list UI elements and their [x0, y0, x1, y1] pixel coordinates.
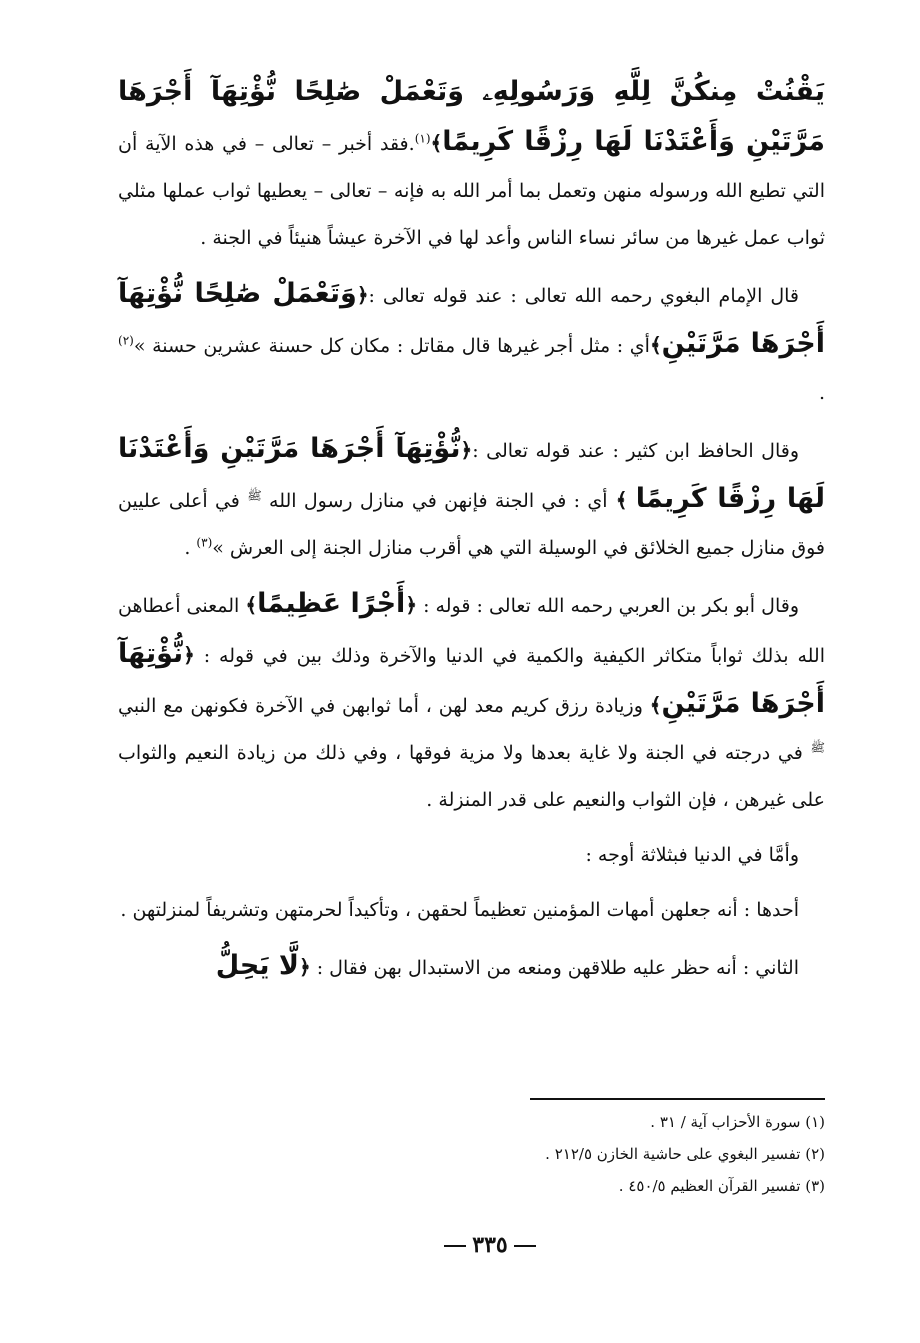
- verse-bracket: ﴿: [298, 955, 311, 979]
- body-text: وزيادة رزق كريم معد لهن ، أما ثوابهن في الآخرة فكونهن مع النبي: [118, 695, 650, 717]
- paragraph-6: [118, 887, 825, 934]
- verse-bracket: ﴾: [430, 131, 443, 155]
- quran-verse: يَقْنُتْ مِنكُنَّ لِلَّهِ وَرَسُولِهِۦ وَتَعْمَلْ صَٰلِحًا نُّؤْتِهَآ أَجْرَهَا مَرَّتَيْنِ وَأَعْتَدْنَا لَهَا رِزْقًا كَرِيمًا: [118, 76, 825, 157]
- footnote-number: (١): [805, 1113, 825, 1131]
- page-number-block: [420, 1232, 560, 1258]
- salawat-glyph: ﷺ: [810, 740, 825, 755]
- paragraph-4: [118, 580, 825, 824]
- footnote-text: تفسير البغوي على حاشية الخازن ٢١٢/٥ .: [545, 1145, 801, 1163]
- page-body: [118, 68, 825, 1000]
- paragraph-2: [118, 270, 825, 417]
- page-number-dash: [444, 1245, 466, 1247]
- body-text: قال الإمام البغوي رحمه الله تعالى : عند قوله تعالى :: [368, 285, 799, 307]
- body-text: .: [184, 537, 197, 559]
- paragraph-7: [118, 942, 825, 992]
- verse-bracket: ﴿: [460, 438, 473, 462]
- footnote-number: (٣): [805, 1177, 825, 1195]
- body-text: وقال أبو بكر بن العربي رحمه الله تعالى : قوله :: [417, 595, 799, 617]
- footnote-item: [118, 1170, 825, 1202]
- verse-bracket: ﴿: [183, 643, 195, 667]
- footnotes: [118, 1106, 825, 1202]
- paragraph-1: [118, 68, 825, 262]
- paragraph-5: [118, 832, 825, 879]
- footnote-text: سورة الأحزاب آية / ٣١ .: [650, 1113, 801, 1131]
- body-text: في أعلى عليين فوق منازل جميع الخلائق في الوسيلة التي هي أقرب منازل الجنة إلى العرش »: [118, 490, 825, 559]
- verse-bracket: ﴿: [356, 283, 369, 307]
- body-text: الثاني : أنه حظر عليه طلاقهن ومنعه من الاستبدال بهن فقال :: [310, 957, 799, 979]
- verse-bracket: ﴿: [405, 593, 418, 617]
- body-text: أي : في الجنة فإنهن في منازل رسول الله: [261, 490, 608, 512]
- body-text: أحدها : أنه جعلهن أمهات المؤمنين تعظيماً لحقهن ، وتأكيداً لحرمتهن وتشريفاً لمنزلتهن .: [120, 899, 799, 921]
- body-text: في درجته في الجنة ولا غاية بعدها ولا مزية فوقها ، وفي ذلك من زيادة النعيم والثواب على غيرهن ، فإن الثواب والنعيم على قدر المنزلة .: [118, 742, 825, 811]
- footnote-item: [118, 1138, 825, 1170]
- page-number-dash: [514, 1245, 536, 1247]
- footnote-number: (٢): [805, 1145, 825, 1163]
- body-text: المعنى أعطاهن الله بذلك ثواباً متكاثر الكيفية والكمية في الدنيا والآخرة وذلك بين في قوله :: [118, 595, 825, 667]
- quran-verse: وَتَعْمَلْ صَٰلِحًا نُّؤْتِهَآ أَجْرَهَا مَرَّتَيْنِ: [118, 278, 825, 359]
- footnote-ref: (٣): [196, 535, 213, 550]
- footnote-item: [118, 1106, 825, 1138]
- quran-verse: نُّؤْتِهَآ أَجْرَهَا مَرَّتَيْنِ وَأَعْتَدْنَا لَهَا رِزْقًا كَرِيمًا: [118, 433, 825, 514]
- verse-bracket: ﴾: [649, 693, 662, 717]
- quran-verse: نُّؤْتِهَآ أَجْرَهَا مَرَّتَيْنِ: [118, 638, 825, 719]
- body-text: .فقد أخبر – تعالى – في هذه الآية أن التي تطيع الله ورسوله منهن وتعمل بما أمر الله به فإنه – تعالى – يعطيها ثواب عملها مثلي ثواب عمل غيرها من سائر نساء الناس وأعد لها في الآخرة عيشاً هنيئاً في الجنة .: [118, 133, 825, 249]
- footnote-text: تفسير القرآن العظيم ٤٥٠/٥ .: [618, 1177, 801, 1195]
- verse-bracket: ﴾: [245, 593, 258, 617]
- salawat-glyph: ﷺ: [247, 488, 262, 503]
- verse-bracket: ﴾: [649, 333, 662, 357]
- page-number: ٣٣٥: [472, 1232, 508, 1258]
- body-text: وقال الحافظ ابن كثير : عند قوله تعالى :: [472, 440, 799, 462]
- paragraph-3: [118, 425, 825, 572]
- quran-verse: أَجْرًا عَظِيمًا: [257, 588, 406, 619]
- footnote-divider: [530, 1098, 825, 1100]
- body-text: وأمَّا في الدنيا فبثلاثة أوجه :: [585, 844, 799, 866]
- body-text: .: [818, 382, 825, 404]
- body-text: أي : مثل أجر غيرها قال مقاتل : مكان كل حسنة عشرين حسنة »: [133, 335, 650, 357]
- footnote-ref: (٢): [118, 333, 134, 348]
- footnote-ref: (١): [414, 131, 431, 146]
- verse-bracket: ﴾: [607, 488, 636, 512]
- quran-verse: لَّا يَحِلُّ: [215, 950, 299, 981]
